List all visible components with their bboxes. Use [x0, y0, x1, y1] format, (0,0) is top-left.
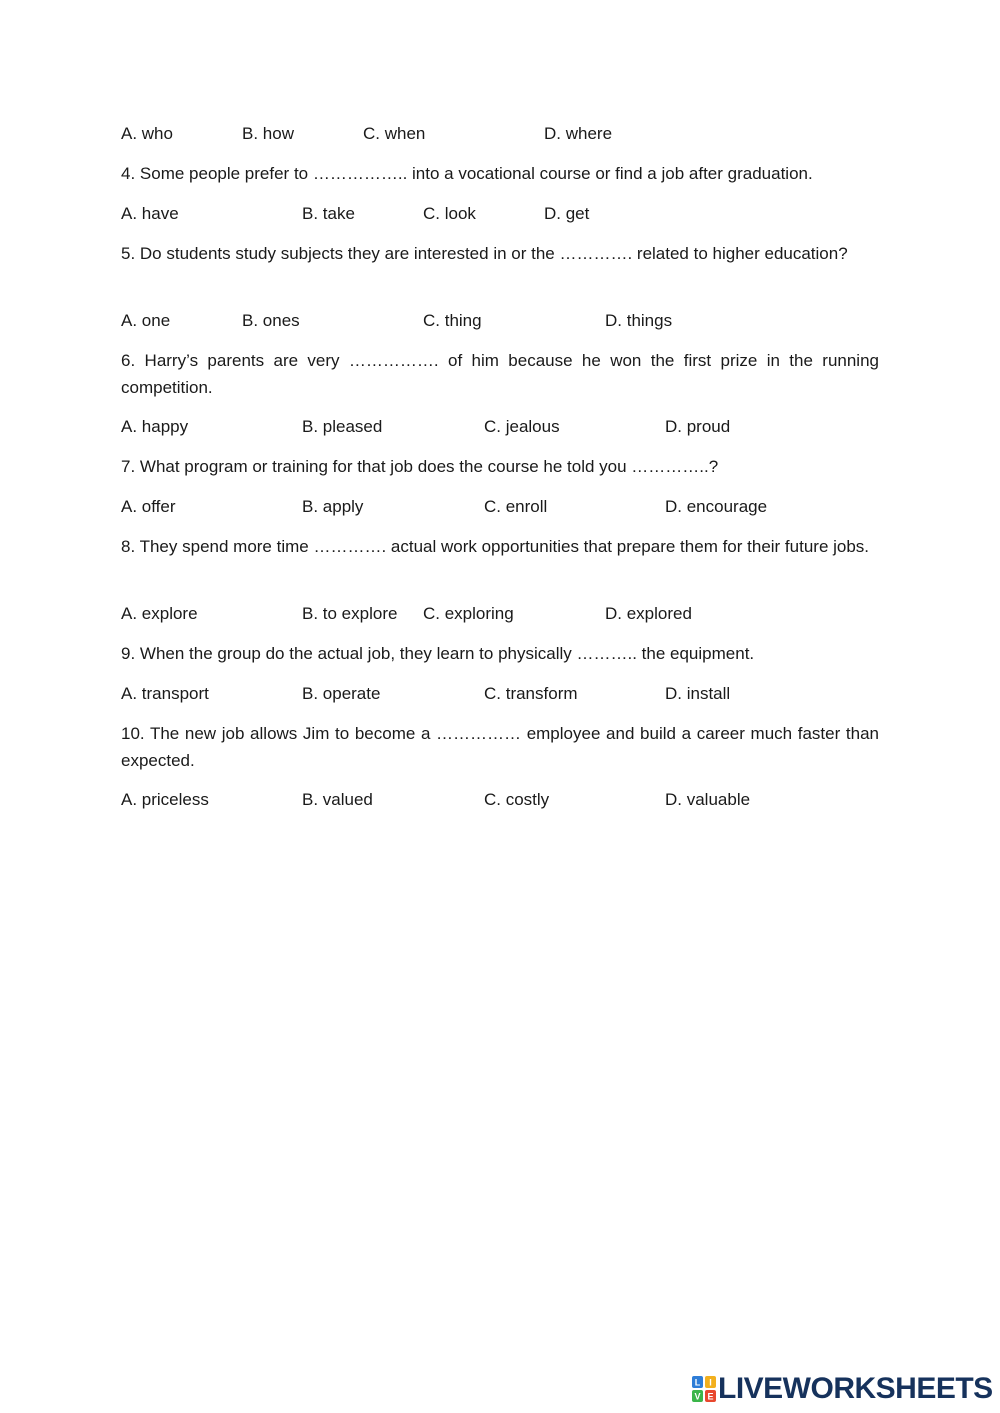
- option-a: A. offer: [121, 497, 176, 516]
- option-a: A. one: [121, 311, 171, 330]
- option-a: A. transport: [121, 684, 209, 703]
- option-b: B. pleased: [302, 417, 383, 436]
- option-c: C. transform: [484, 684, 578, 703]
- option-c: C. exploring: [423, 604, 514, 623]
- option-d: D. get: [544, 204, 590, 223]
- liveworksheets-wordmark: LIVEWORKSHEETS: [718, 1372, 993, 1405]
- option-d: D. explored: [605, 604, 692, 623]
- svg-text:E: E: [707, 1391, 714, 1402]
- option-b: B. valued: [302, 790, 373, 809]
- option-b: B. to explore: [302, 604, 398, 623]
- option-a: A. explore: [121, 604, 198, 623]
- option-c: C. look: [423, 204, 476, 223]
- option-d: D. proud: [665, 417, 731, 436]
- liveworksheets-mark-icon: [692, 1376, 716, 1402]
- question-9-text: 9. When the group do the actual job, they learn to physically ……….. the equipment.: [121, 644, 755, 663]
- question-10-text: 10. The new job allows Jim to become a …………… employee and build a career much faster than expected.: [121, 724, 879, 770]
- svg-text:V: V: [694, 1391, 701, 1402]
- option-a: A. have: [121, 204, 179, 223]
- option-d: D. install: [665, 684, 731, 703]
- option-c: C. when: [363, 124, 426, 143]
- option-b: B. ones: [242, 311, 300, 330]
- option-b: B. operate: [302, 684, 381, 703]
- option-c: C. costly: [484, 790, 550, 809]
- option-a: A. who: [121, 124, 173, 143]
- liveworksheets-logo: [692, 1372, 993, 1406]
- option-b: B. how: [242, 124, 294, 143]
- option-b: B. take: [302, 204, 355, 223]
- svg-text:L: L: [694, 1377, 701, 1388]
- option-c: C. enroll: [484, 497, 548, 516]
- option-c: C. thing: [423, 311, 482, 330]
- question-5-text: 5. Do students study subjects they are interested in or the …………. related to higher education?: [121, 244, 848, 263]
- question-6-text: 6. Harry’s parents are very ……………. of him because he won the first prize in the running competition.: [121, 351, 879, 397]
- option-a: A. happy: [121, 417, 189, 436]
- option-a: A. priceless: [121, 790, 209, 809]
- option-b: B. apply: [302, 497, 364, 516]
- option-d: D. where: [544, 124, 613, 143]
- svg-text:I: I: [709, 1377, 712, 1388]
- question-7-text: 7. What program or training for that job does the course he told you …………..?: [121, 457, 719, 476]
- option-d: D. things: [605, 311, 673, 330]
- option-d: D. valuable: [665, 790, 751, 809]
- question-4-text: 4. Some people prefer to …………….. into a vocational course or find a job after graduation.: [121, 164, 813, 183]
- option-c: C. jealous: [484, 417, 560, 436]
- option-d: D. encourage: [665, 497, 768, 516]
- question-8-text: 8. They spend more time …………. actual work opportunities that prepare them for their future jobs.: [121, 537, 870, 556]
